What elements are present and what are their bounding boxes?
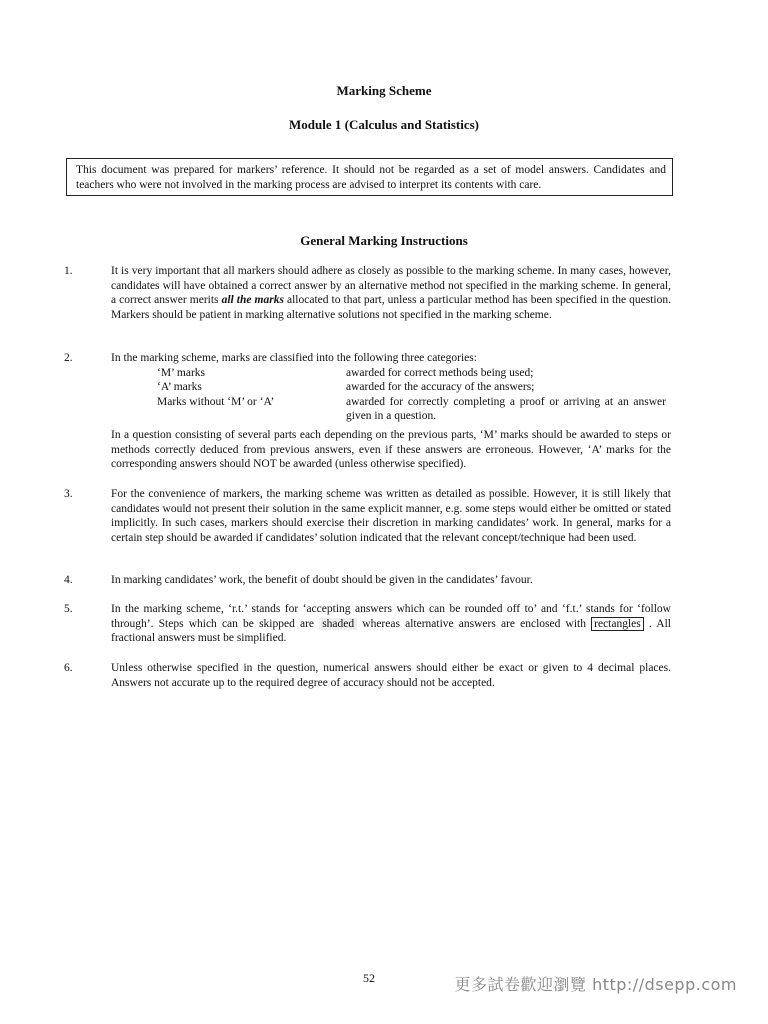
document-title: Marking Scheme xyxy=(336,83,432,98)
item-number: 4. xyxy=(64,574,73,586)
category-description: awarded for the accuracy of the answers; xyxy=(346,381,535,394)
item-number: 2. xyxy=(64,352,73,364)
footer-watermark: 更多試卷歡迎瀏覽 http://dsepp.com xyxy=(454,975,737,994)
item-body xyxy=(111,264,671,322)
item-body: Unless otherwise specified in the question, numerical answers should either be exact or given to 4 decimal places. Answers not accurate up to the required degree of accuracy should not be accepted. xyxy=(111,662,671,689)
item-text: In the marking scheme, ‘r.t.’ stands for ‘accepting answers which can be rounded off to’ and ‘f.t.’ stands for ‘follow through’. Steps which can be skipped are xyxy=(111,603,671,630)
item-body: For the convenience of markers, the marking scheme was written as detailed as possible. However, it is still likely that candidates would not present their solution in the same explicit manner, e.g. some steps would either be omitted or stated implicitly. In such cases, markers should exercise their discretion in marking candidates’ work. In general, marks for a certain step should be awarded if candidates’ solution indicated that the relevant concept/technique had been used. xyxy=(111,488,671,544)
category-row xyxy=(157,380,666,395)
item-text: . All fractional answers must be simplified. xyxy=(111,617,671,645)
item-text: It is very important that all markers should adhere as closely as possible to the marking scheme. In many cases, however, candidates will have obtained a correct answer by an alternative method not specified in the marking scheme. In general, a correct answer merits xyxy=(111,265,671,307)
emphasis-text: all the marks xyxy=(221,294,284,307)
item-intro: In the marking scheme, marks are classified into the following three categories: xyxy=(111,352,477,364)
category-description: awarded for correct methods being used; xyxy=(346,366,534,379)
item-number: 1. xyxy=(64,265,73,277)
item-body xyxy=(111,602,671,646)
item-number: 6. xyxy=(64,662,73,674)
item-text: allocated to that part, unless a particular method has been specified in the question. Markers should be patient in marking alternative solutions not specified in the marking scheme. xyxy=(111,294,671,321)
category-row xyxy=(157,366,666,381)
category-label: ‘A’ marks xyxy=(157,381,202,394)
item-text: whereas alternative answers are enclosed with xyxy=(357,617,592,630)
item-body xyxy=(111,351,671,472)
page-number: 52 xyxy=(363,971,375,985)
mark-categories-table xyxy=(157,366,666,424)
shaded-example: shaded xyxy=(319,618,357,630)
category-description: awarded for correctly completing a proof or arriving at an answer given in a question. xyxy=(346,395,666,423)
category-row xyxy=(157,395,666,424)
section-title: General Marking Instructions xyxy=(300,233,468,248)
module-title: Module 1 (Calculus and Statistics) xyxy=(289,117,479,132)
category-label: ‘M’ marks xyxy=(157,366,206,379)
boxed-example: rectangles xyxy=(591,617,644,631)
category-label: Marks without ‘M’ or ‘A’ xyxy=(157,395,275,408)
notice-box: This document was prepared for markers’ reference. It should not be regarded as a set of model answers. Candidates and teachers who were not involved in the marking process are advised to interpret its contents with care. xyxy=(66,158,673,196)
item-body: In marking candidates’ work, the benefit of doubt should be given in the candidates’ favour. xyxy=(111,574,533,586)
item-number: 5. xyxy=(64,603,73,615)
item-followup: In a question consisting of several parts each depending on the previous parts, ‘M’ marks should be awarded to steps or methods correctly deduced from previous answers, even if these answers are erroneous. However, ‘A’ marks for the corresponding answers should NOT be awarded (unless otherwise specified). xyxy=(111,428,671,471)
item-number: 3. xyxy=(64,488,73,500)
